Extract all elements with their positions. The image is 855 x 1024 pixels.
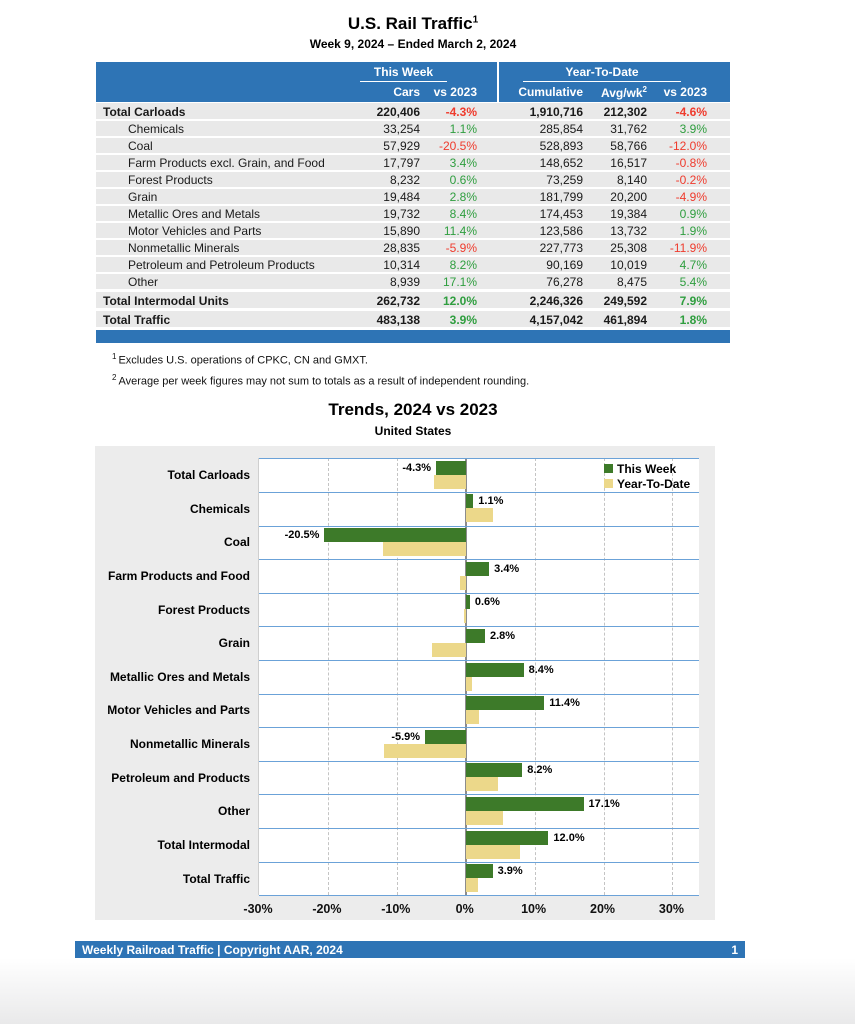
cars-value: 262,732 bbox=[376, 294, 420, 308]
week-vs-2023-value: 11.4% bbox=[443, 224, 477, 238]
band-separator bbox=[259, 492, 699, 493]
ytd-vs-2023-value: 0.9% bbox=[679, 207, 707, 221]
cars-value: 8,939 bbox=[389, 275, 420, 289]
chart-category-label: Total Traffic bbox=[182, 871, 250, 886]
bar-value-label: 12.0% bbox=[553, 831, 585, 844]
col-header-avg-wk bbox=[583, 85, 647, 100]
bar-ytd bbox=[434, 475, 466, 489]
cars-value: 19,484 bbox=[383, 190, 420, 204]
chart-category-label: Forest Products bbox=[157, 602, 250, 617]
table-row bbox=[96, 172, 730, 189]
bar-ytd bbox=[466, 878, 478, 892]
page-title bbox=[96, 0, 730, 34]
bar-value-label: 17.1% bbox=[588, 797, 620, 810]
year-to-date-group-header bbox=[497, 65, 707, 82]
title-footnote-marker: 1 bbox=[472, 14, 479, 26]
avg-wk-value: 461,894 bbox=[603, 313, 647, 327]
bar-value-label: 3.9% bbox=[497, 865, 523, 878]
ytd-vs-2023-value: 5.4% bbox=[679, 275, 707, 289]
legend-item-this-week bbox=[604, 461, 690, 476]
col-header-cars: Cars bbox=[393, 85, 420, 99]
x-tick-label: 10% bbox=[521, 902, 547, 917]
column-gap bbox=[477, 257, 497, 272]
footnote-2 bbox=[112, 373, 730, 388]
week-vs-2023-value: 1.1% bbox=[449, 122, 477, 136]
page-bottom-fade bbox=[0, 958, 855, 1024]
col-header-cumulative: Cumulative bbox=[518, 85, 583, 99]
bar-value-label: 3.4% bbox=[494, 562, 520, 575]
header-group-divider bbox=[497, 62, 499, 102]
gridline bbox=[328, 458, 329, 895]
ytd-vs-2023-value: -11.9% bbox=[669, 241, 707, 255]
footnote-1 bbox=[112, 352, 730, 367]
bar-value-label: -4.3% bbox=[402, 461, 432, 474]
table-body bbox=[96, 102, 730, 329]
cumulative-value: 76,278 bbox=[546, 275, 583, 289]
cumulative-value: 227,773 bbox=[539, 241, 583, 255]
week-vs-2023-value: 0.6% bbox=[449, 173, 477, 187]
footnotes bbox=[112, 352, 730, 387]
avg-wk-value: 20,200 bbox=[610, 190, 647, 204]
row-label: Forest Products bbox=[128, 173, 213, 187]
bar-value-label: 2.8% bbox=[490, 629, 516, 642]
band-separator bbox=[259, 660, 699, 661]
bar-ytd bbox=[460, 576, 466, 590]
band-separator bbox=[259, 626, 699, 627]
avg-wk-value: 16,517 bbox=[610, 156, 647, 170]
cumulative-value: 90,169 bbox=[546, 258, 583, 272]
chart-category-label: Metallic Ores and Metals bbox=[109, 669, 250, 684]
avg-wk-value: 25,308 bbox=[610, 241, 647, 255]
bar-this-week bbox=[436, 461, 466, 475]
chart-category-label: Total Carloads bbox=[167, 468, 250, 483]
column-gap bbox=[477, 240, 497, 255]
bar-this-week bbox=[466, 629, 485, 643]
page-number: 1 bbox=[731, 942, 738, 957]
x-tick-label: 0% bbox=[455, 902, 474, 917]
gridline bbox=[672, 458, 673, 895]
chart-plot-area bbox=[258, 458, 699, 895]
table-group-header-row bbox=[96, 62, 730, 82]
avg-wk-label: Avg/wk bbox=[600, 85, 643, 100]
avg-wk-footnote-marker: 2 bbox=[642, 84, 647, 94]
ytd-vs-2023-value: 4.7% bbox=[679, 258, 707, 272]
ytd-vs-2023-value: -4.9% bbox=[675, 190, 707, 204]
cumulative-value: 285,854 bbox=[539, 122, 583, 136]
bar-this-week bbox=[466, 831, 549, 845]
cumulative-value: 123,586 bbox=[539, 224, 583, 238]
bar-this-week bbox=[466, 864, 493, 878]
band-separator bbox=[259, 526, 699, 527]
bar-ytd bbox=[383, 542, 466, 556]
ytd-vs-2023-value: -12.0% bbox=[668, 139, 707, 153]
x-tick-label: 30% bbox=[658, 902, 684, 917]
cumulative-value: 148,652 bbox=[539, 156, 583, 170]
footnote-1-marker: 1 bbox=[112, 352, 117, 361]
bar-this-week bbox=[466, 797, 584, 811]
bar-ytd bbox=[384, 744, 466, 758]
band-separator bbox=[259, 895, 699, 896]
table-row bbox=[96, 223, 730, 240]
band-separator bbox=[259, 794, 699, 795]
column-gap bbox=[477, 155, 497, 170]
ytd-vs-2023-value: -0.8% bbox=[675, 156, 707, 170]
bar-ytd bbox=[464, 609, 465, 623]
ytd-vs-2023-value: 3.9% bbox=[679, 122, 707, 136]
table-row bbox=[96, 189, 730, 206]
row-label: Metallic Ores and Metals bbox=[128, 207, 261, 221]
col-header-ytd-vs-2023: vs 2023 bbox=[663, 85, 707, 99]
column-gap bbox=[477, 103, 497, 119]
week-vs-2023-value: -4.3% bbox=[445, 105, 477, 119]
chart-subtitle: United States bbox=[374, 424, 452, 439]
avg-wk-value: 8,140 bbox=[616, 173, 647, 187]
column-gap bbox=[477, 223, 497, 238]
cumulative-value: 1,910,716 bbox=[529, 105, 583, 119]
row-label: Grain bbox=[128, 190, 158, 204]
bar-ytd bbox=[432, 643, 466, 657]
bar-this-week bbox=[466, 663, 524, 677]
column-gap bbox=[477, 189, 497, 204]
bar-this-week bbox=[466, 763, 523, 777]
cumulative-value: 528,893 bbox=[539, 139, 583, 153]
bar-ytd bbox=[466, 508, 493, 522]
band-separator bbox=[259, 761, 699, 762]
x-tick-label: -20% bbox=[312, 902, 342, 917]
chart-category-label: Nonmetallic Minerals bbox=[129, 737, 250, 752]
week-vs-2023-value: 3.9% bbox=[449, 313, 477, 327]
avg-wk-value: 13,732 bbox=[610, 224, 647, 238]
cars-value: 19,732 bbox=[383, 207, 420, 221]
row-label: Total Traffic bbox=[103, 313, 171, 327]
band-separator bbox=[259, 458, 699, 459]
cumulative-value: 181,799 bbox=[539, 190, 583, 204]
chart-legend bbox=[604, 461, 690, 491]
row-label: Petroleum and Petroleum Products bbox=[128, 258, 315, 272]
column-gap bbox=[477, 206, 497, 221]
table-row bbox=[96, 102, 730, 121]
ytd-vs-2023-value: 7.9% bbox=[679, 294, 707, 308]
week-vs-2023-value: 8.4% bbox=[449, 207, 477, 221]
footer-text: Weekly Railroad Traffic | Copyright AAR, 2024 bbox=[82, 942, 343, 957]
bar-this-week bbox=[324, 528, 465, 542]
bar-ytd bbox=[466, 710, 479, 724]
table-row bbox=[96, 240, 730, 257]
bar-value-label: 1.1% bbox=[478, 495, 504, 508]
gridline bbox=[397, 458, 398, 895]
bar-value-label: 8.2% bbox=[527, 764, 553, 777]
table-row bbox=[96, 310, 730, 329]
avg-wk-value: 8,475 bbox=[616, 275, 647, 289]
row-label: Total Carloads bbox=[103, 105, 186, 119]
band-separator bbox=[259, 559, 699, 560]
column-gap bbox=[477, 172, 497, 187]
avg-wk-value: 249,592 bbox=[603, 294, 647, 308]
cars-value: 483,138 bbox=[376, 313, 420, 327]
chart-category-label: Petroleum and Products bbox=[111, 770, 250, 785]
chart-category-label: Farm Products and Food bbox=[107, 568, 250, 583]
rail-traffic-table bbox=[96, 62, 730, 343]
legend-ytd-label: Year-To-Date bbox=[617, 476, 691, 491]
page-subtitle: Week 9, 2024 – Ended March 2, 2024 bbox=[309, 37, 517, 51]
week-vs-2023-value: 3.4% bbox=[449, 156, 477, 170]
chart-category-label: Coal bbox=[223, 535, 250, 550]
row-label: Nonmetallic Minerals bbox=[128, 241, 240, 255]
bar-this-week bbox=[466, 595, 470, 609]
table-bottom-bar bbox=[96, 330, 730, 343]
page-title-text: U.S. Rail Traffic bbox=[347, 14, 473, 33]
column-gap bbox=[477, 311, 497, 327]
bar-ytd bbox=[466, 777, 498, 791]
bar-this-week bbox=[466, 696, 545, 710]
x-tick-label: -30% bbox=[243, 902, 273, 917]
bar-value-label: 8.4% bbox=[528, 663, 554, 676]
table-row bbox=[96, 291, 730, 310]
week-vs-2023-value: 17.1% bbox=[442, 275, 477, 289]
footnote-1-text: Excludes U.S. operations of CPKC, CN and GMXT. bbox=[118, 354, 368, 367]
week-vs-2023-value: -20.5% bbox=[438, 139, 477, 153]
col-header-week-vs-2023: vs 2023 bbox=[433, 85, 477, 99]
avg-wk-value: 212,302 bbox=[603, 105, 647, 119]
x-tick-label: 20% bbox=[590, 902, 616, 917]
ytd-vs-2023-value: 1.8% bbox=[679, 313, 707, 327]
band-separator bbox=[259, 828, 699, 829]
table-column-header-row bbox=[96, 82, 730, 102]
avg-wk-value: 10,019 bbox=[610, 258, 647, 272]
table-header bbox=[96, 62, 730, 102]
chart-category-label: Motor Vehicles and Parts bbox=[107, 703, 250, 718]
row-label: Total Intermodal Units bbox=[103, 294, 229, 308]
bar-ytd bbox=[466, 845, 520, 859]
cars-value: 15,890 bbox=[383, 224, 420, 238]
chart-category-label: Chemicals bbox=[189, 501, 250, 516]
ytd-vs-2023-value: -4.6% bbox=[675, 105, 707, 119]
this-week-swatch-icon bbox=[604, 464, 613, 473]
bar-this-week bbox=[466, 562, 489, 576]
cumulative-value: 174,453 bbox=[539, 207, 583, 221]
row-label: Other bbox=[128, 275, 159, 289]
cars-value: 28,835 bbox=[383, 241, 420, 255]
x-tick-label: -10% bbox=[381, 902, 411, 917]
year-to-date-group-label: Year-To-Date bbox=[523, 65, 680, 82]
table-row bbox=[96, 206, 730, 223]
table-row bbox=[96, 121, 730, 138]
week-vs-2023-value: 8.2% bbox=[449, 258, 477, 272]
column-gap bbox=[477, 292, 497, 308]
cumulative-value: 2,246,326 bbox=[529, 294, 583, 308]
ytd-vs-2023-value: 1.9% bbox=[679, 224, 707, 238]
legend-this-week-label: This Week bbox=[617, 461, 677, 476]
ytd-vs-2023-value: -0.2% bbox=[675, 173, 707, 187]
avg-wk-value: 19,384 bbox=[610, 207, 647, 221]
column-gap bbox=[477, 274, 497, 289]
gridline bbox=[604, 458, 605, 895]
cars-value: 57,929 bbox=[383, 139, 420, 153]
table-row bbox=[96, 138, 730, 155]
cars-value: 17,797 bbox=[383, 156, 420, 170]
bar-ytd bbox=[466, 811, 503, 825]
cumulative-value: 73,259 bbox=[546, 173, 583, 187]
column-gap bbox=[477, 138, 497, 153]
row-label: Coal bbox=[128, 139, 153, 153]
page-footer bbox=[75, 941, 745, 958]
legend-item-ytd bbox=[604, 476, 690, 491]
band-separator bbox=[259, 862, 699, 863]
week-vs-2023-value: 2.8% bbox=[449, 190, 477, 204]
cars-value: 33,254 bbox=[383, 122, 420, 136]
band-separator bbox=[259, 727, 699, 728]
bar-value-label: 11.4% bbox=[549, 697, 580, 710]
avg-wk-value: 31,762 bbox=[610, 122, 647, 136]
cars-value: 8,232 bbox=[389, 173, 420, 187]
cars-value: 10,314 bbox=[383, 258, 420, 272]
avg-wk-value: 58,766 bbox=[610, 139, 647, 153]
year-to-date-swatch-icon bbox=[604, 479, 613, 488]
footnote-2-text: Average per week figures may not sum to totals as a result of independent rounding. bbox=[118, 375, 530, 388]
table-row bbox=[96, 274, 730, 291]
bar-value-label: -20.5% bbox=[284, 529, 320, 542]
cumulative-value: 4,157,042 bbox=[529, 313, 583, 327]
bar-value-label: 0.6% bbox=[474, 596, 500, 609]
this-week-group-label: This Week bbox=[360, 65, 447, 82]
bar-value-label: -5.9% bbox=[391, 730, 421, 743]
chart-category-label: Total Intermodal bbox=[157, 837, 250, 852]
cars-value: 220,406 bbox=[376, 105, 420, 119]
bar-this-week bbox=[425, 730, 466, 744]
chart-title: Trends, 2024 vs 2023 bbox=[328, 400, 498, 420]
chart-category-label: Other bbox=[217, 804, 250, 819]
table-row bbox=[96, 155, 730, 172]
band-separator bbox=[259, 593, 699, 594]
trends-bar-chart bbox=[95, 446, 715, 920]
week-vs-2023-value: -5.9% bbox=[445, 241, 477, 255]
band-separator bbox=[259, 694, 699, 695]
row-label: Chemicals bbox=[128, 122, 185, 136]
row-label: Motor Vehicles and Parts bbox=[128, 224, 262, 238]
bar-ytd bbox=[466, 677, 472, 691]
row-label: Farm Products excl. Grain, and Food bbox=[128, 156, 325, 170]
column-gap bbox=[477, 121, 497, 136]
bar-this-week bbox=[466, 494, 474, 508]
table-row bbox=[96, 257, 730, 274]
this-week-group-header bbox=[330, 65, 477, 82]
week-vs-2023-value: 12.0% bbox=[442, 294, 477, 308]
footnote-2-marker: 2 bbox=[112, 372, 117, 382]
chart-category-label: Grain bbox=[218, 636, 250, 651]
